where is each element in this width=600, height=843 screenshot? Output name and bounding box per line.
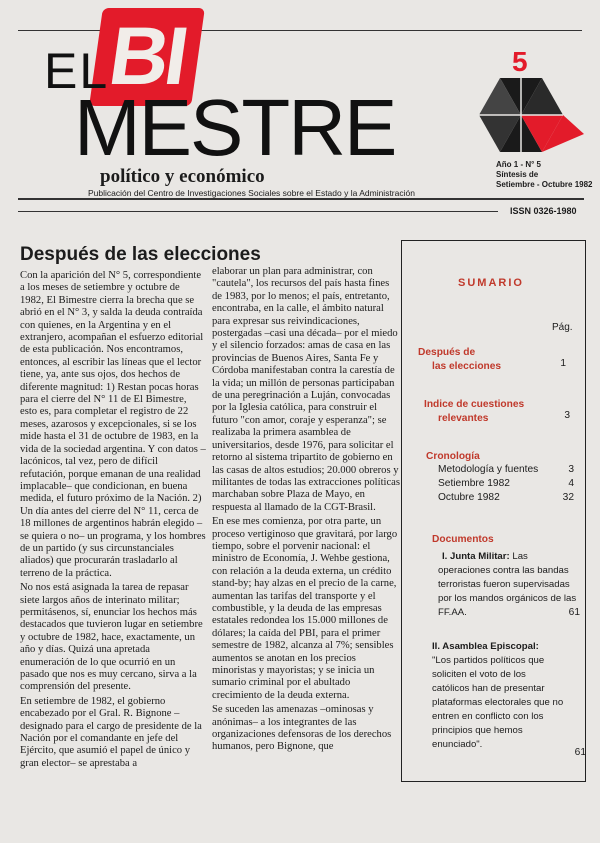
entry-label: relevantes (438, 413, 489, 424)
issue-number: 5 (512, 46, 528, 77)
logo-mestre-text: MESTRE (74, 83, 396, 172)
entry-page: 3 (568, 464, 574, 475)
cronologia-item[interactable]: Metodología y fuentes (438, 464, 539, 475)
document-title: I. Junta Militar: (442, 551, 510, 562)
issue-period: Setiembre - Octubre 1982 (496, 180, 593, 189)
article-column-2 (212, 266, 400, 756)
entry-page: 61 (574, 747, 586, 758)
issue-info (496, 160, 592, 190)
paragraph: No nos está asignada la tarea de repasar siete largos años de interinato militar; permitásenos, sí, enunciar los hechos más destacados que tuvieron lugar en setiembre y octubre de 1982, hace, exactamente, un año y días. Quizá una apretada enumeración de lo que ocurrió en un pasado que nos es muy cercano, sirva a la comprensión del presente. (20, 582, 203, 693)
article-column-1 (20, 270, 206, 772)
sumario-title: SUMARIO (458, 277, 524, 289)
issue-year-number: Año 1 - N° 5 (496, 160, 541, 169)
paragraph: Se suceden las amenazas –ominosas y anónimas– a los integrantes de las organizaciones defensoras de los derechos humanos, pero Bignone, que (212, 704, 392, 753)
entry-label: las elecciones (432, 361, 502, 372)
sumario-page-header: Pág. (552, 322, 573, 333)
entry-page: 32 (562, 492, 574, 503)
cronologia-item[interactable]: Octubre 1982 (438, 492, 500, 503)
sumario-entry[interactable] (424, 398, 524, 426)
article-headline: Después de las elecciones (20, 244, 261, 265)
document-text: Las operaciones contra las bandas terroristas fueron supervisadas por los mandos orgánicos de las FF.AA. (438, 551, 577, 618)
publisher-line: Publicación del Centro de Investigaciones Sociales sobre el Estado y la Administración (88, 188, 415, 198)
sumario-entry[interactable] (418, 346, 501, 374)
issn-label: ISSN 0326-1980 (510, 206, 577, 216)
document-title: II. Asamblea Episcopal: (432, 641, 539, 652)
cronologia-item[interactable]: Setiembre 1982 (438, 478, 510, 489)
masthead-rule-2 (18, 211, 498, 212)
entry-label: Después de (418, 347, 476, 358)
logo-bi-block: BI (89, 8, 205, 106)
document-text: "Los partidos políticos que soliciten el voto de los católicos han de presentar plataformas electorales que no entren en conflicto con los principios que hemos enunciado". (432, 655, 564, 750)
cronologia-title: Cronología (426, 451, 480, 462)
entry-page: 1 (560, 358, 566, 369)
masthead-rule-1 (18, 198, 584, 200)
issue-synthesis-label: Síntesis de (496, 170, 539, 179)
masthead-subtitle: político y económico (100, 166, 265, 187)
top-rule-right (200, 30, 582, 31)
documentos-title: Documentos (432, 534, 494, 545)
entry-page: 61 (568, 607, 580, 618)
paragraph: En ese mes comienza, por otra parte, un proceso vertiginoso que gravitará, por largo tiempo, sobre el porvenir nacional: el ministro de Economía, J. Wehbe gestiona, con relación a la deuda externa, un crédito stand-by; hay alzas en el precio de la carne, aumentan las tarifas del transporte y el combustible, y la deuda de las empresas estatales redondea los 15.000 millones de dólares; la caída del PBI, para el primer semestre de 1982, alcanza al 7%; sensibles aumentos se anotan en los precios minoristas y mayoristas; y se inicia un sumario criminal por el abultado crecimiento de la deuda externa. (212, 516, 398, 701)
paragraph: elaborar un plan para administrar, con "cautela", los recursos del país hasta fines de 1983, por lo menos; el país, entretanto, encontraba, en la calle, el ámbito natural para expresar sus reivindicaciones, postergadas –casi una década– por el miedo y el silencio forzados: amas de casa en las provincias de Buenos Aires, Santa Fe y Córdoba manifestaban contra la carestía de la vida; un millón de personas participaban de una peregrinación a Luján, convocadas por la Iglesia católica, para construir el futuro "con amor, coraje y esperanza"; se realizaba la primera asamblea de universitarios, desde 1976, para solicitar el retorno al sistema tripartito de gobierno en las casas de altos estudios; 20.000 obreros y militantes de todas las extracciones políticas marchaban sobre Plaza de Mayo, en respuesta al llamado de la CGT-Brasil. (212, 266, 400, 513)
logo-el-text: EL (44, 43, 110, 99)
entry-page: 4 (568, 478, 574, 489)
entry-page: 3 (564, 410, 570, 421)
paragraph: Con la aparición del N° 5, correspondiente a los meses de setiembre y octubre de 1982, El Bimestre cierra la brecha que se abrió en el N° 3, y salda la deuda contraída con quienes, en la Argentina y en el extranjero, acompañan el esfuerzo editorial de esta publicación. Nos encontramos, entonces, al escribir las líneas que el lector tiene, ya, ante sus ojos, dos hechos de diferente magnitud: 1) Restan pocas horas para el cierre del N° 11 de El Bimestre, esto es, para completar el registro de 22 meses, azarosos y excepcionales, si se los mide hasta el 31 de octubre de 1983, en la vida de la sociedad argentina. Y con datos –lacónicos, tal vez, pero de difícil refutación, porque emanan de una realidad implacable– que condicionan, en buena medida, el futuro próximo de la Nación. 2) Un día antes del cierre del N° 11, cerca de 18 millones de argentinos habrán elegido –se quiera o no– un programa, y los hombres de un partido (y sus circunstanciales aliados) que procurarán trasladarlo al terreno de la práctica. (20, 270, 206, 579)
hexagon-logo-icon (474, 78, 586, 164)
entry-label: Indice de cuestiones (424, 399, 525, 410)
document-entry[interactable] (432, 640, 564, 752)
paragraph: En setiembre de 1982, el gobierno encabezado por el Gral. R. Bignone –designado para el cargo de presidente de la Nación por el comandante en jefe del Ejército, que asumió el papel de único y gran elector– se aprestaba a (20, 695, 202, 769)
